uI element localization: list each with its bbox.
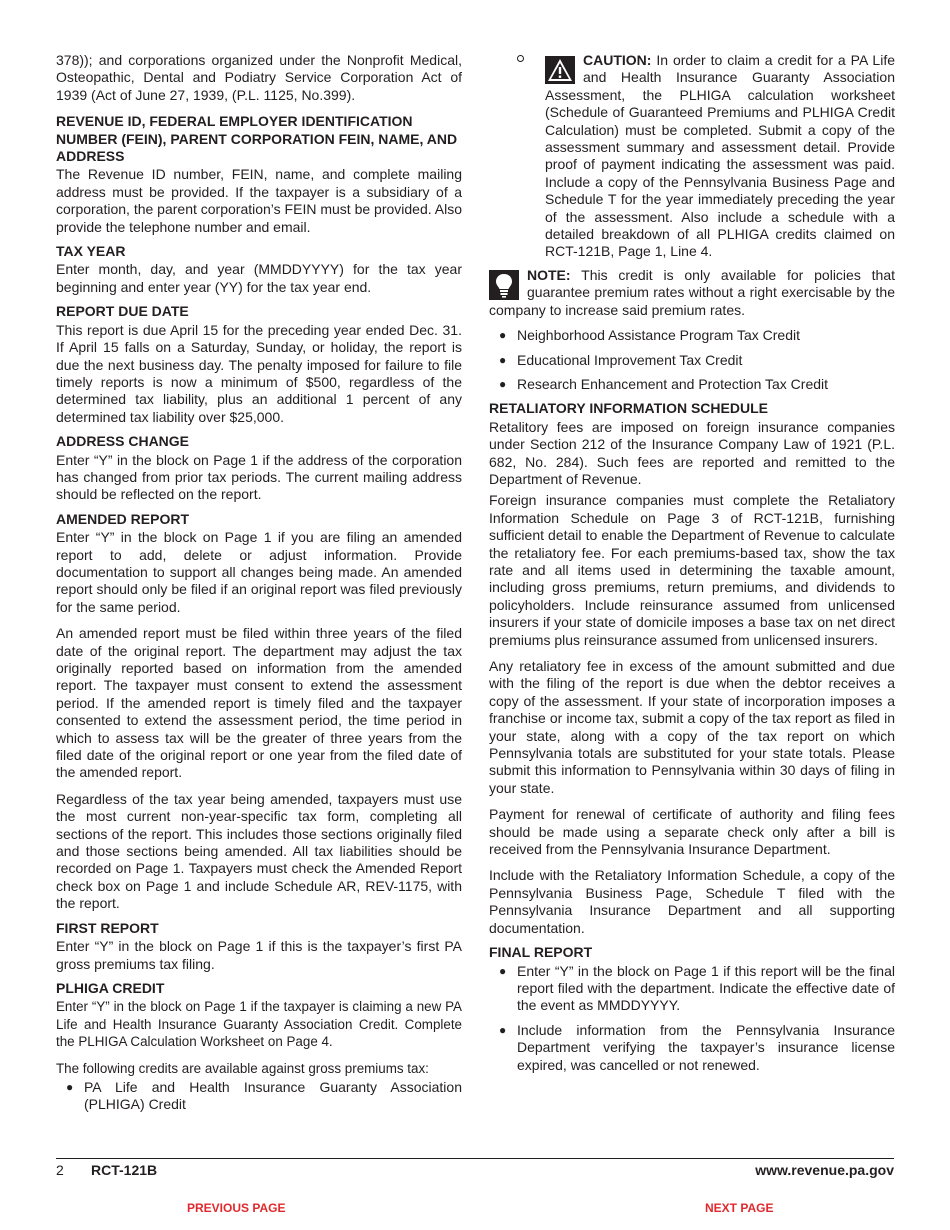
list-item: ● Neighborhood Assistance Program Tax Credit: [499, 327, 801, 344]
note-text: This credit is only available for policies that guarantee premium rates without a right exercisable by the company to increase said premium rates.: [489, 266, 896, 318]
report-due-date-heading: REPORT DUE DATE: [56, 303, 189, 320]
amended-report-heading: AMENDED REPORT: [56, 510, 190, 527]
warning-triangle-icon: [545, 56, 575, 84]
address-change-paragraph: Enter “Y” in the block on Page 1 if the address of the corporation has changed from prior tax periods. The current mailing address should be reflected on the report.: [56, 451, 462, 503]
footer-rule: [56, 1158, 894, 1159]
list-item: ● PA Life and Health Insurance Guaranty Association (PLHIGA) Credit: [66, 1078, 462, 1113]
list-item: ● Enter “Y” in the block on Page 1 if this report will be the final report filed with the department. Indicate the effective date of the event as MMDDYYYY.: [499, 962, 895, 1014]
bullet: ●: [499, 352, 507, 367]
page-number: 2: [56, 1162, 64, 1178]
caution-label: CAUTION:: [583, 52, 652, 68]
first-report-paragraph: Enter “Y” in the block on Page 1 if this is the taxpayer’s first PA gross premiums tax filing.: [56, 938, 462, 972]
tax-year-heading: TAX YEAR: [56, 243, 126, 260]
final-report-list: [489, 963, 895, 1074]
revenue-id-heading: REVENUE ID, FEDERAL EMPLOYER IDENTIFICATION NUMBER (FEIN), PARENT CORPORATION FEIN, NAME, AND ADDRESS: [56, 113, 458, 165]
note-block: [489, 267, 895, 319]
previous-page-link[interactable]: PREVIOUS PAGE: [187, 1201, 286, 1215]
revenue-id-paragraph: The Revenue ID number, FEIN, name, and complete mailing address must be provided. If the taxpayer is a subsidiary of a corporation, the parent corporation’s FEIN must be provided. Also provide the telephone number and email.: [56, 166, 462, 235]
intro-paragraph: 378)); and corporations organized under the Nonprofit Medical, Osteopathic, Dental and Podiatry Service Corporation Act of 1939 (Act of June 27, 1939, (P.L. 1125, No.399).: [56, 52, 462, 103]
credits-list-right: [489, 327, 895, 393]
list-item: ● Include information from the Pennsylvania Insurance Department verifying the taxpayer’s insurance license expired, was cancelled or not renewed.: [499, 1021, 895, 1073]
retaliatory-paragraph-2: Foreign insurance companies must complete the Retaliatory Information Schedule on Page 3 of RCT-121B, furnishing sufficient detail to enable the Department of Revenue to calculate the retaliatory fee. For each premiums-based tax, show the tax rate and all items used in determining the taxable amount, including gross premiums, return premiums, and dividends to policyholders. Include reinsurance assumed from unlicensed insurers if your state of domicile imposes a base tax on net direct premiums plus reinsurance assumed from unlicensed insurers.: [489, 492, 895, 648]
footer-url-link[interactable]: www.revenue.pa.gov: [755, 1162, 894, 1178]
lightbulb-icon: [489, 270, 519, 300]
credits-intro: The following credits are available against gross premiums tax:: [56, 1060, 429, 1076]
bullet: ●: [499, 963, 507, 978]
bullet: ●: [499, 376, 507, 391]
sub-bullet-circle: [517, 55, 524, 62]
retaliatory-heading: RETALIATORY INFORMATION SCHEDULE: [489, 400, 768, 417]
final-report-heading: FINAL REPORT: [489, 944, 593, 961]
list-item: ● Educational Improvement Tax Credit: [499, 351, 743, 368]
amended-report-paragraph-3: Regardless of the tax year being amended, taxpayers must use the most current non-year-specific tax form, completing all sections of the report. This includes those sections originally filed and those sections being amended. All tax liabilities should be recorded on Page 1. Taxpayers must check the Amended Report check box on Page 1 and include Schedule AR, REV-1175, with the report.: [56, 790, 462, 912]
bullet: ●: [66, 1079, 74, 1094]
plhiga-credit-heading: PLHIGA CREDIT: [56, 979, 165, 996]
amended-report-paragraph-2: An amended report must be filed within three years of the filed date of the original report. The department may adjust the tax originally reported based on information from the amended report. The taxpayer must consent to extend the assessment period. If the amended report is timely filed and the taxpayer consented to extend the assessment period, the time period in which to assess tax will be the greater of three years from the filed date of the original report or one year from the filed date of the amended report.: [56, 625, 462, 781]
right-column: [489, 52, 895, 1081]
retaliatory-paragraph-4: Payment for renewal of certificate of authority and filing fees should be made using a separate check only after a bill is received from the Pennsylvania Insurance Department.: [489, 806, 895, 858]
retaliatory-paragraph-1: Retalitory fees are imposed on foreign insurance companies under Section 212 of the Insurance Company Law of 1921 (P.L. 682, No. 284). Such fees are reported and remitted to the Department of Revenue.: [489, 418, 895, 487]
left-column: [56, 52, 462, 1121]
caution-text: In order to claim a credit for a PA Life and Health Insurance Guaranty Association Assessment, the PLHIGA calculation worksheet (Schedule of Guaranteed Premiums and PLHIGA Credit Calculation) must be completed. Submit a copy of the assessment summary and assessment detail. Provide proof of payment indicating the assessment was paid. Include a copy of the Pennsylvania Business Page and Schedule T for the year immediately preceding the year of the assessment. Also include a schedule with a detailed breakdown of all PLHIGA credits claimed on RCT-121B, Page 1, Line 4.: [545, 52, 896, 260]
bullet: ●: [499, 1022, 507, 1037]
credits-list-left: [56, 1079, 462, 1114]
first-report-heading: FIRST REPORT: [56, 919, 159, 936]
retaliatory-paragraph-5: Include with the Retaliatory Information Schedule, a copy of the Pennsylvania Business Page, Schedule T filed with the Pennsylvania Insurance Department and all supporting documentation.: [489, 867, 895, 936]
retaliatory-paragraph-3: Any retaliatory fee in excess of the amount submitted and due with the filing of the report is due when the debtor receives a copy of the assessment. If your state of incorporation imposes a franchise or income tax, submit a copy of the tax report as filed in your state, along with a copy of the tax report on which Pennsylvania totals are substituted for your state totals. Please submit this information to Pennsylvania within 30 days of filing in your state.: [489, 658, 895, 796]
list-item: ● Research Enhancement and Protection Tax Credit: [499, 375, 829, 392]
plhiga-credit-paragraph: Enter “Y” in the block on Page 1 if the taxpayer is claiming a new PA Life and Health Insurance Guaranty Association Credit. Complete the PLHIGA Calculation Worksheet on Page 4.: [56, 999, 462, 1050]
address-change-heading: ADDRESS CHANGE: [56, 433, 190, 450]
form-id: RCT-121B: [91, 1162, 158, 1178]
note-label: NOTE:: [527, 266, 571, 283]
next-page-link[interactable]: NEXT PAGE: [705, 1201, 774, 1215]
tax-year-paragraph: Enter month, day, and year (MMDDYYYY) for the tax year beginning and enter year (YY) for the tax year end.: [56, 261, 462, 295]
amended-report-paragraph-1: Enter “Y” in the block on Page 1 if you are filing an amended report to add, delete or adjust information. Provide documentation to support all changes being made. An amended report should only be filed if an original report was filed previously for the same period.: [56, 529, 462, 615]
report-due-date-paragraph: This report is due April 15 for the preceding year ended Dec. 31. If April 15 falls on a Saturday, Sunday, or holiday, the report is due the next business day. The penalty imposed for failure to file timely reports is now a minimum of $500, regardless of the determined tax liability, plus an additional 1 percent of any determined tax liability over $25,000.: [56, 321, 462, 425]
bullet: ●: [499, 328, 507, 343]
caution-note: [489, 52, 895, 261]
